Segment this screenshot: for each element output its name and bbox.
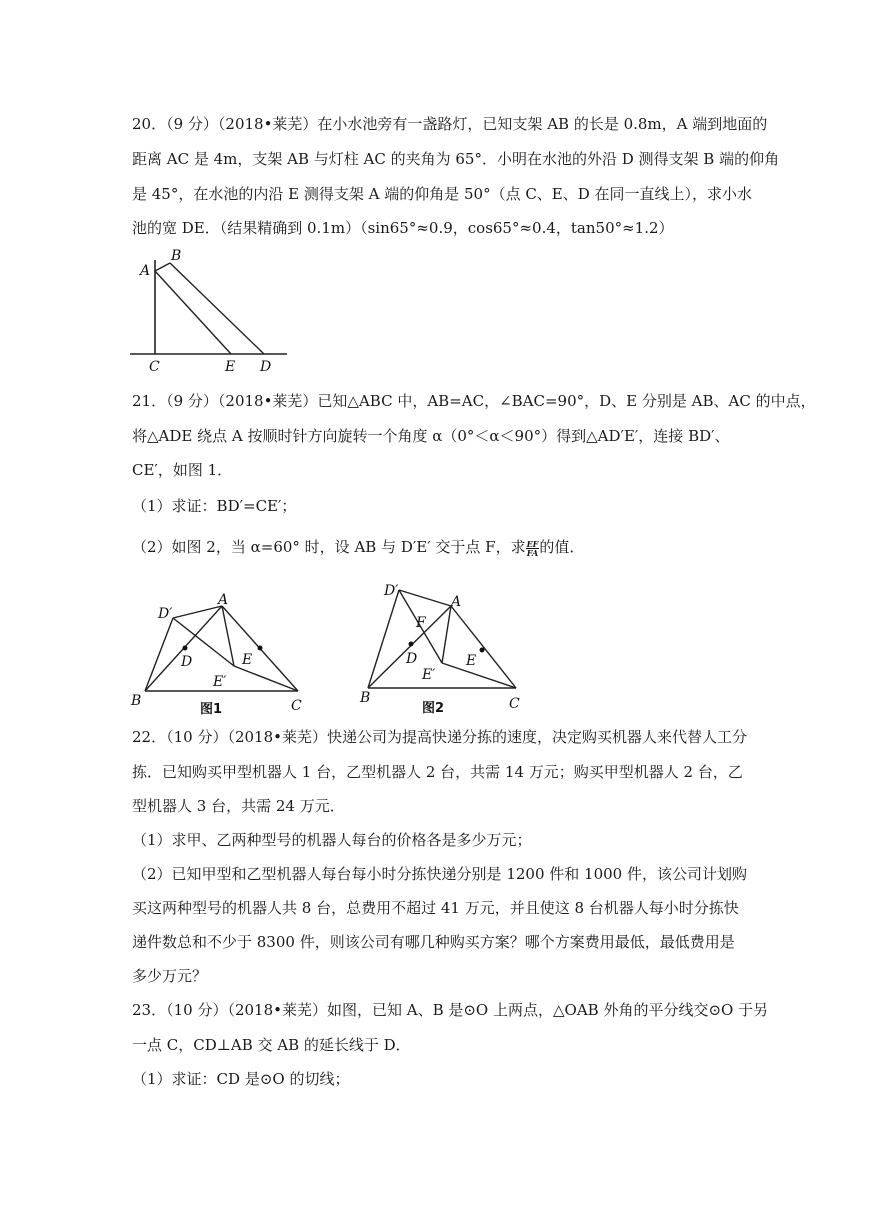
q21-line-2: 将△ADE 绕点 A 按顺时针方向旋转一个角度 α（0°＜α＜90°）得到△AD′E′，连接 BD′、 bbox=[132, 427, 730, 445]
q21-figure-2 bbox=[356, 578, 531, 720]
fraction-numerator: EF bbox=[526, 538, 539, 549]
q21-part2-prefix: （2）如图 2，当 α=60° 时，设 AB 与 D′E′ 交于点 F，求 bbox=[132, 538, 526, 556]
q22-line-7: 递件数总和不少于 8300 件，则该公司有哪几种购买方案？哪个方案费用最低，最低费用是 bbox=[132, 933, 735, 951]
q20-line-4: 池的宽 DE．（结果精确到 0.1m）（sin65°≈0.9，cos65°≈0.4，tan50°≈1.2） bbox=[132, 219, 674, 237]
q20-figure bbox=[125, 245, 295, 375]
q23-line-2: 一点 C，CD⊥AB 交 AB 的延长线于 D． bbox=[132, 1036, 411, 1054]
q21-part2-suffix: 的值． bbox=[539, 538, 585, 556]
label-A: A bbox=[140, 263, 151, 279]
q21-line-3: CE′，如图 1． bbox=[132, 461, 233, 479]
q22-line-5: （2）已知甲型和乙型机器人每台每小时分拣快递分别是 1200 件和 1000 件，该公司计划购 bbox=[132, 865, 747, 883]
label-B: B bbox=[171, 248, 182, 264]
q21-line-1: 21．（9 分）（2018•莱芜）已知△ABC 中，AB=AC，∠BAC=90°，D、E 分别是 AB、AC 的中点， bbox=[132, 392, 816, 410]
q23-line-3: （1）求证：CD 是⊙O 的切线； bbox=[132, 1070, 350, 1088]
q20-line-1: 20．（9 分）（2018•莱芜）在小水池旁有一盏路灯，已知支架 AB 的长是 0.8m，A 端到地面的 bbox=[132, 115, 768, 133]
label-E: E bbox=[466, 653, 477, 669]
label-C: C bbox=[291, 698, 302, 714]
q21-fraction bbox=[526, 540, 540, 557]
figure-1-caption: 图1 bbox=[200, 702, 223, 717]
label-D-prime: D′ bbox=[158, 606, 173, 622]
q21-figure-1 bbox=[128, 588, 313, 720]
label-E-prime: E′ bbox=[422, 667, 436, 683]
label-C: C bbox=[509, 696, 520, 712]
q20-line-2: 距离 AC 是 4m，支架 AB 与灯柱 AC 的夹角为 65°．小明在水池的外沿 D 测得支架 B 端的仰角 bbox=[132, 150, 780, 168]
label-D: D bbox=[181, 654, 193, 670]
q20-line-3: 是 45°，在水池的内沿 E 测得支架 A 端的仰角是 50°（点 C、E、D 在同一直线上），求小水 bbox=[132, 185, 753, 203]
figure-2-caption: 图2 bbox=[422, 701, 445, 716]
label-E: E bbox=[225, 359, 236, 375]
label-F: F bbox=[416, 615, 426, 631]
label-E-prime: E′ bbox=[213, 674, 227, 690]
q22-line-4: （1）求甲、乙两种型号的机器人每台的价格各是多少万元； bbox=[132, 831, 532, 849]
q22-line-8: 多少万元？ bbox=[132, 967, 208, 985]
label-C: C bbox=[149, 359, 160, 375]
label-B: B bbox=[360, 690, 371, 706]
q22-line-6: 买这两种型号的机器人共 8 台，总费用不超过 41 万元，并且使这 8 台机器人每小时分拣快 bbox=[132, 899, 739, 917]
label-A: A bbox=[218, 592, 229, 608]
q22-line-1: 22．（10 分）（2018•莱芜）快递公司为提高快递分拣的速度，决定购买机器人来代替人工分 bbox=[132, 728, 747, 746]
label-D: D bbox=[406, 651, 418, 667]
label-D: D bbox=[260, 359, 272, 375]
label-A: A bbox=[451, 594, 462, 610]
label-B: B bbox=[131, 693, 142, 709]
label-E: E bbox=[242, 652, 253, 668]
q21-part2 bbox=[132, 537, 584, 557]
fraction-denominator: FA bbox=[526, 547, 539, 558]
q23-line-1: 23．（10 分）（2018•莱芜）如图，已知 A、B 是⊙O 上两点，△OAB 外角的平分线交⊙O 于另 bbox=[132, 1001, 769, 1019]
q22-line-2: 拣．已知购买甲型机器人 1 台，乙型机器人 2 台，共需 14 万元；购买甲型机器人 2 台，乙 bbox=[132, 763, 743, 781]
label-D-prime: D′ bbox=[384, 583, 399, 599]
q21-line-4: （1）求证：BD′=CE′； bbox=[132, 497, 297, 515]
q22-line-3: 型机器人 3 台，共需 24 万元． bbox=[132, 797, 345, 815]
